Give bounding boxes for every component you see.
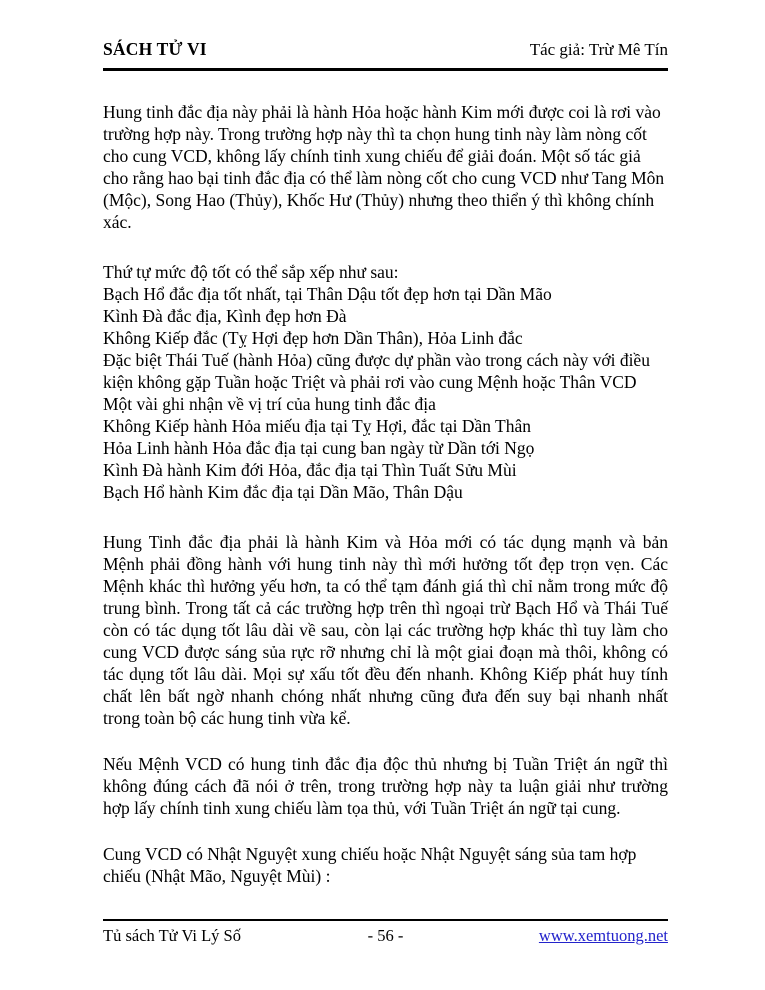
paragraph-hung-tinh-tac-dung: Hung Tinh đắc địa phải là hành Kim và Hỏa mới có tác dụng mạnh và bản Mệnh phải đồng hành với hung tinh này thì mới hưởng tốt đẹp trọn vẹn. Các Mệnh khác thì hưởng yếu hơn, ta có thể tạm đánh giá thì chỉ nằm trong mức độ trung bình. Trong tất cả các trường hợp trên thì ngoại trừ Bạch Hổ và Thái Tuế còn có tác dụng tốt lâu dài về sau, còn lại các trường hợp khác thì tuy làm cho cung VCD được sáng sủa rực rỡ nhưng chỉ là một giai đoạn mà thôi, không có tác dụng tốt lâu dài. Mọi sự xấu tốt đều đến nhanh. Không Kiếp phát huy tính chất lên bất ngờ nhanh chóng nhất nhưng cũng đưa đến suy bại nhanh nhất trong toàn bộ các hung tinh vừa kể. — [103, 532, 668, 728]
list-line-bach-ho: Bạch Hổ đắc địa tốt nhất, tại Thân Dậu tốt đẹp hơn tại Dần Mão — [103, 284, 552, 304]
list-line-khong-kiep: Không Kiếp đắc (Tỵ Hợi đẹp hơn Dần Thân), Hỏa Linh đắc — [103, 328, 523, 348]
ranking-list — [103, 261, 668, 503]
page-body — [103, 101, 668, 915]
author-credit: Tác giả: Trừ Mê Tín — [529, 40, 668, 59]
list-line-thai-tue: Đặc biệt Thái Tuế (hành Hỏa) cũng được dự phần vào trong cách này với điều kiện không gặp Tuần hoặc Triệt và phải rơi vào cung Mệnh hoặc Thân VCD — [103, 350, 650, 392]
list-line-ghi-nhan: Một vài ghi nhận về vị trí của hung tinh đắc địa — [103, 394, 436, 414]
list-line-bach-ho-2: Bạch Hổ hành Kim đắc địa tại Dần Mão, Thân Dậu — [103, 482, 463, 502]
book-title: SÁCH TỬ VI — [103, 39, 207, 59]
page-number: - 56 - — [367, 926, 404, 945]
list-line-hoa-linh: Hỏa Linh hành Hỏa đắc địa tại cung ban ngày từ Dần tới Ngọ — [103, 438, 535, 458]
paragraph-hung-tinh-dac-dia: Hung tinh đắc địa này phải là hành Hỏa hoặc hành Kim mới được coi là rơi vào trường hợp này. Trong trường hợp này thì ta chọn hung tinh này làm nòng cốt cho cung VCD, không lấy chính tinh xung chiếu để giải đoán. Một số tác giả cho rằng hao bại tinh đắc địa có thể làm nòng cốt cho cung VCD như Tang Môn (Mộc), Song Hao (Thủy), Khốc Hư (Thủy) nhưng theo thiển ý thì không chính xác. — [103, 102, 665, 232]
page-footer — [103, 919, 668, 946]
list-line-kinh-da: Kình Đà đắc địa, Kình đẹp hơn Đà — [103, 306, 347, 326]
footer-website-link[interactable]: www.xemtuong.net — [538, 926, 668, 945]
page-header — [103, 39, 668, 71]
list-line-kinh-da-2: Kình Đà hành Kim đới Hỏa, đắc địa tại Thìn Tuất Sửu Mùi — [103, 460, 517, 480]
paragraph-tuan-triet: Nếu Mệnh VCD có hung tinh đắc địa độc thủ nhưng bị Tuần Triệt án ngữ thì không đúng cách đã nói ở trên, trong trường hợp này ta luận giải như trường hợp lấy chính tinh xung chiếu làm tọa thủ, với Tuần Triệt án ngữ tại cung. — [103, 754, 668, 818]
paragraph-nhat-nguyet: Cung VCD có Nhật Nguyệt xung chiếu hoặc Nhật Nguyệt sáng sủa tam hợp chiếu (Nhật Mão, Nguyệt Mùi) : — [103, 844, 637, 886]
list-line-khong-kiep-2: Không Kiếp hành Hỏa miếu địa tại Tỵ Hợi, đắc tại Dần Thân — [103, 416, 532, 436]
list-line-intro: Thứ tự mức độ tốt có thể sắp xếp như sau: — [103, 262, 399, 282]
footer-series-title: Tủ sách Tử Vi Lý Số — [103, 926, 241, 945]
